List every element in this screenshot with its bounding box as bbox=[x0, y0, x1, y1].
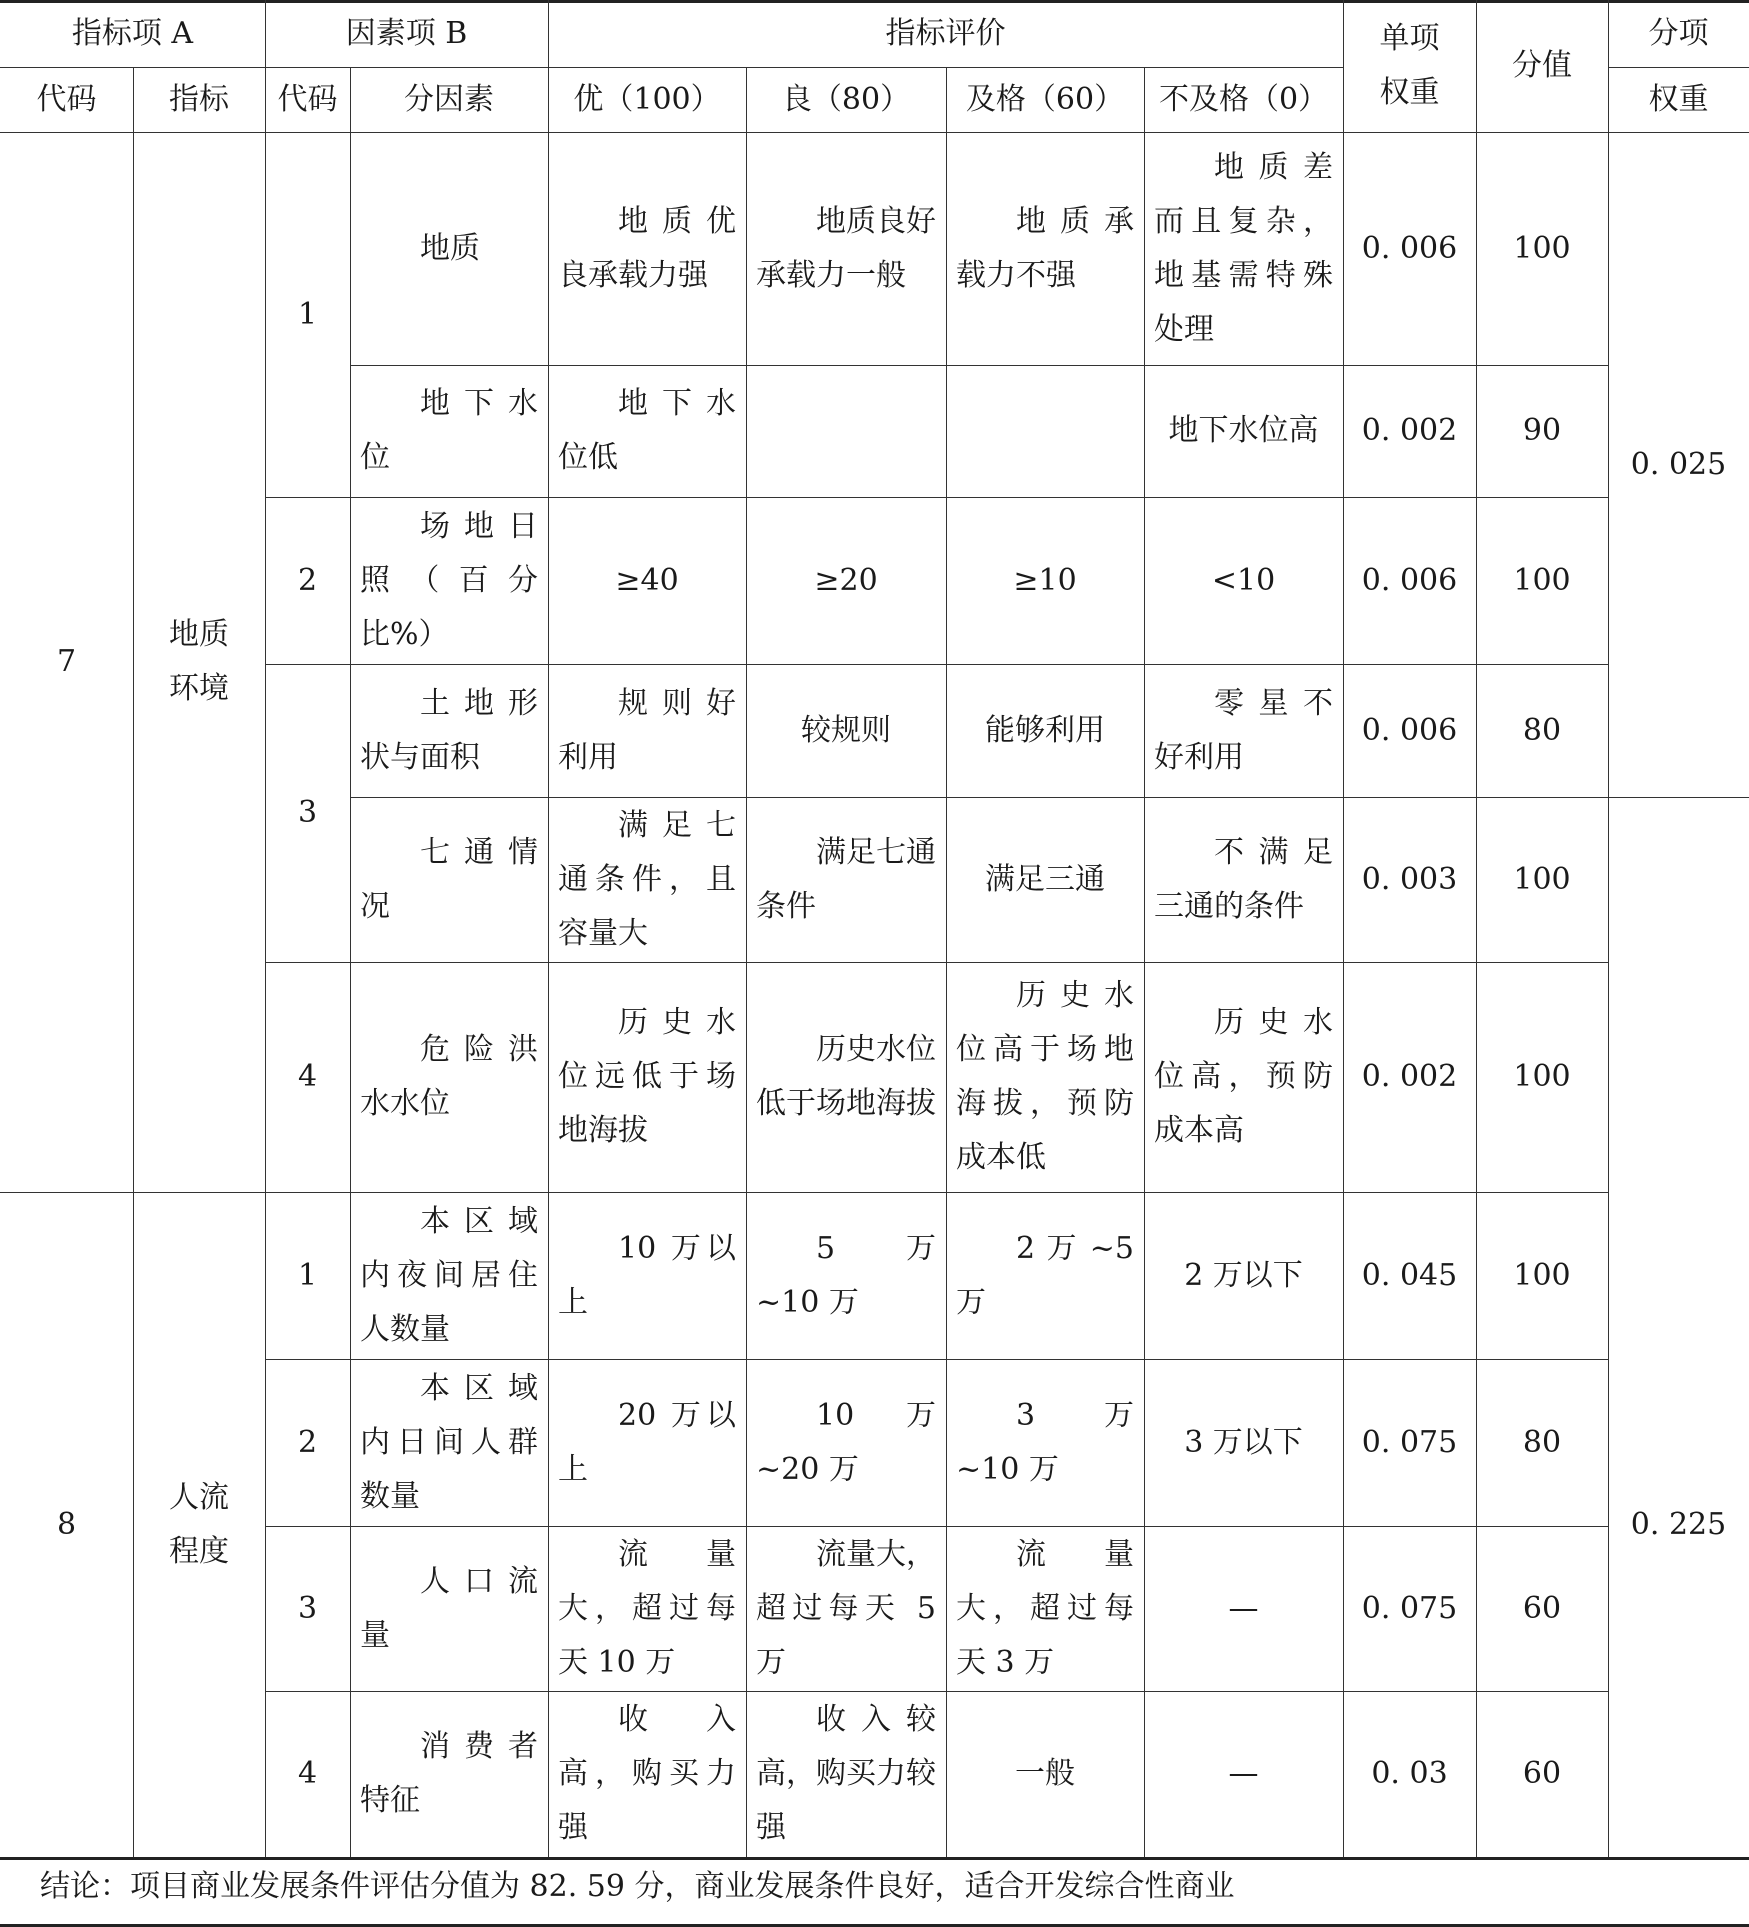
single-weight-value: 0. 045 bbox=[1361, 1257, 1458, 1293]
eval-good: 流量大，超过每天 5 万 bbox=[756, 1536, 936, 1680]
group-indicator: 地质 环境 bbox=[169, 617, 229, 706]
factor-name: 人口流量 bbox=[360, 1563, 538, 1653]
eval-good: 地质良好承载力一般 bbox=[756, 203, 936, 293]
eval-pass: ≥10 bbox=[1013, 562, 1077, 598]
eval-pass: 满足三通 bbox=[985, 861, 1105, 897]
table-rule bbox=[0, 132, 1749, 133]
header-fail: 不及格（0） bbox=[1158, 81, 1329, 117]
eval-excellent: 满足七通条件，且容量大 bbox=[558, 807, 736, 951]
score-value: 100 bbox=[1513, 230, 1571, 266]
table-rule bbox=[548, 0, 549, 1857]
eval-good: ≥20 bbox=[814, 562, 878, 598]
score-value: 60 bbox=[1522, 1590, 1562, 1626]
eval-good bbox=[746, 365, 946, 497]
factor-code: 2 bbox=[297, 562, 318, 598]
eval-good: 历史水位低于场地海拔 bbox=[756, 1032, 936, 1121]
table-rule bbox=[265, 1691, 1608, 1692]
factor-name: 地下水位 bbox=[360, 386, 538, 475]
eval-fail: 地下水位高 bbox=[1168, 413, 1319, 448]
factor-code: 2 bbox=[297, 1424, 318, 1460]
eval-fail: 历史水位高，预防成本高 bbox=[1154, 1005, 1333, 1148]
eval-good: 5 万 ~10 万 bbox=[756, 1230, 936, 1320]
factor-code: 3 bbox=[297, 1590, 318, 1626]
header-good: 良（80） bbox=[781, 81, 911, 117]
single-weight-value: 0. 002 bbox=[1361, 413, 1458, 448]
table-rule bbox=[265, 1526, 1608, 1527]
group-indicator: 人流 程度 bbox=[169, 1479, 229, 1569]
table-rule bbox=[1608, 67, 1749, 68]
header-sub-weight-bottom: 权重 bbox=[1648, 81, 1709, 117]
eval-excellent: 地质优良承载力强 bbox=[558, 203, 736, 293]
eval-fail: 不满足三通的条件 bbox=[1154, 834, 1333, 924]
factor-name: 消费者特征 bbox=[360, 1729, 538, 1818]
eval-excellent: 10 万以上 bbox=[558, 1230, 736, 1320]
score-value: 80 bbox=[1522, 1424, 1562, 1460]
table-rule bbox=[0, 1857, 1749, 1860]
table-rule bbox=[1476, 0, 1477, 1857]
eval-fail: — bbox=[1228, 1756, 1259, 1791]
eval-pass: 一般 bbox=[1015, 1756, 1075, 1791]
table-rule bbox=[946, 67, 947, 1857]
table-rule bbox=[133, 67, 134, 1857]
group-sub-weight: 0. 225 bbox=[1630, 1506, 1727, 1542]
factor-name: 场地日照（百分比%） bbox=[360, 508, 538, 652]
eval-fail: 3 万以下 bbox=[1184, 1424, 1303, 1460]
table-rule bbox=[1144, 67, 1145, 1857]
eval-excellent: 收入高，购买力强 bbox=[558, 1702, 736, 1845]
eval-pass: 流量大，超过每天 3 万 bbox=[956, 1536, 1134, 1680]
eval-good: 满足七通条件 bbox=[756, 834, 936, 924]
factor-code: 4 bbox=[297, 1756, 318, 1791]
score-value: 100 bbox=[1513, 1257, 1571, 1293]
eval-excellent: ≥40 bbox=[615, 562, 679, 598]
eval-excellent: 规则好利用 bbox=[558, 685, 736, 775]
header-code-a: 代码 bbox=[36, 81, 97, 117]
table-rule bbox=[350, 797, 1749, 798]
score-value: 100 bbox=[1513, 1059, 1571, 1094]
eval-excellent: 地下水位低 bbox=[558, 386, 736, 475]
eval-excellent: 20 万以上 bbox=[558, 1397, 736, 1487]
factor-name: 地质 bbox=[420, 230, 480, 266]
table-rule bbox=[1343, 0, 1344, 1857]
score-value: 80 bbox=[1522, 712, 1562, 748]
eval-fail: — bbox=[1228, 1590, 1259, 1626]
table-rule bbox=[746, 67, 747, 1857]
table-rule bbox=[0, 67, 1343, 68]
factor-code: 1 bbox=[297, 296, 318, 332]
factor-code: 1 bbox=[297, 1257, 318, 1293]
eval-fail: 2 万以下 bbox=[1184, 1257, 1303, 1293]
eval-fail: <10 bbox=[1211, 562, 1276, 598]
header-pass: 及格（60） bbox=[965, 81, 1125, 117]
table-rule bbox=[265, 0, 266, 1857]
header-group-a: 指标项 A bbox=[71, 15, 194, 51]
eval-pass: 历史水位高于场地海拔，预防成本低 bbox=[956, 978, 1134, 1175]
eval-pass: 能够利用 bbox=[985, 712, 1105, 748]
header-factor: 分因素 bbox=[404, 81, 494, 117]
factor-code: 4 bbox=[297, 1059, 318, 1094]
eval-good: 较规则 bbox=[801, 712, 891, 748]
header-code-b: 代码 bbox=[277, 81, 338, 117]
single-weight-value: 0. 03 bbox=[1371, 1756, 1448, 1791]
score-value: 100 bbox=[1513, 861, 1571, 897]
eval-excellent: 历史水位远低于场地海拔 bbox=[558, 1005, 736, 1148]
single-weight-value: 0. 006 bbox=[1361, 230, 1458, 266]
single-weight-value: 0. 006 bbox=[1361, 562, 1458, 598]
header-evaluation: 指标评价 bbox=[885, 15, 1006, 51]
group-sub-weight: 0. 025 bbox=[1630, 446, 1727, 482]
table-rule bbox=[0, 1192, 1608, 1193]
eval-pass: 2 万 ~5 万 bbox=[956, 1230, 1134, 1320]
table-rule bbox=[1608, 0, 1609, 1857]
header-group-b: 因素项 B bbox=[345, 15, 468, 51]
header-sub-weight-top: 分项 bbox=[1648, 15, 1709, 51]
factor-name: 危险洪水水位 bbox=[360, 1032, 538, 1121]
score-value: 60 bbox=[1522, 1756, 1562, 1791]
eval-good: 10 万 ~20 万 bbox=[756, 1397, 936, 1487]
single-weight-value: 0. 075 bbox=[1361, 1424, 1458, 1460]
table-rule bbox=[350, 67, 351, 1857]
eval-excellent: 流量大，超过每天 10 万 bbox=[558, 1536, 736, 1680]
eval-pass: 3 万 ~10 万 bbox=[956, 1397, 1134, 1487]
table-rule bbox=[265, 962, 1608, 963]
header-score: 分值 bbox=[1512, 48, 1572, 83]
header-single-weight: 单项 权重 bbox=[1379, 21, 1440, 110]
group-code: 7 bbox=[56, 644, 77, 679]
score-value: 100 bbox=[1513, 562, 1571, 598]
table-rule bbox=[265, 1359, 1608, 1360]
eval-pass bbox=[946, 365, 1144, 497]
factor-name: 本区域内日间人群数量 bbox=[360, 1370, 538, 1514]
eval-fail: 地质差而且复杂，地基需特殊处理 bbox=[1154, 149, 1333, 347]
table-rule bbox=[265, 664, 1608, 665]
header-indicator: 指标 bbox=[169, 81, 229, 117]
eval-pass: 地质承载力不强 bbox=[956, 203, 1134, 293]
score-value: 90 bbox=[1522, 413, 1562, 448]
group-code: 8 bbox=[56, 1506, 77, 1542]
single-weight-value: 0. 003 bbox=[1361, 861, 1458, 897]
factor-name: 土地形状与面积 bbox=[360, 685, 538, 775]
table-rule bbox=[265, 497, 1608, 498]
eval-good: 收入较高，购买力较强 bbox=[756, 1702, 936, 1845]
table-rule bbox=[350, 365, 1608, 366]
single-weight-value: 0. 002 bbox=[1361, 1059, 1458, 1094]
eval-fail: 零星不好利用 bbox=[1154, 685, 1333, 775]
factor-name: 本区域内夜间居住人数量 bbox=[360, 1203, 538, 1347]
single-weight-value: 0. 006 bbox=[1361, 712, 1458, 748]
header-excellent: 优（100） bbox=[573, 81, 721, 117]
conclusion-text: 结论：项目商业发展条件评估分值为 82. 59 分，商业发展条件良好，适合开发综合性商业 bbox=[40, 1869, 1235, 1904]
single-weight-value: 0. 075 bbox=[1361, 1590, 1458, 1626]
factor-code: 3 bbox=[297, 795, 318, 830]
factor-name: 七通情况 bbox=[360, 834, 538, 924]
table-rule bbox=[0, 0, 1749, 3]
